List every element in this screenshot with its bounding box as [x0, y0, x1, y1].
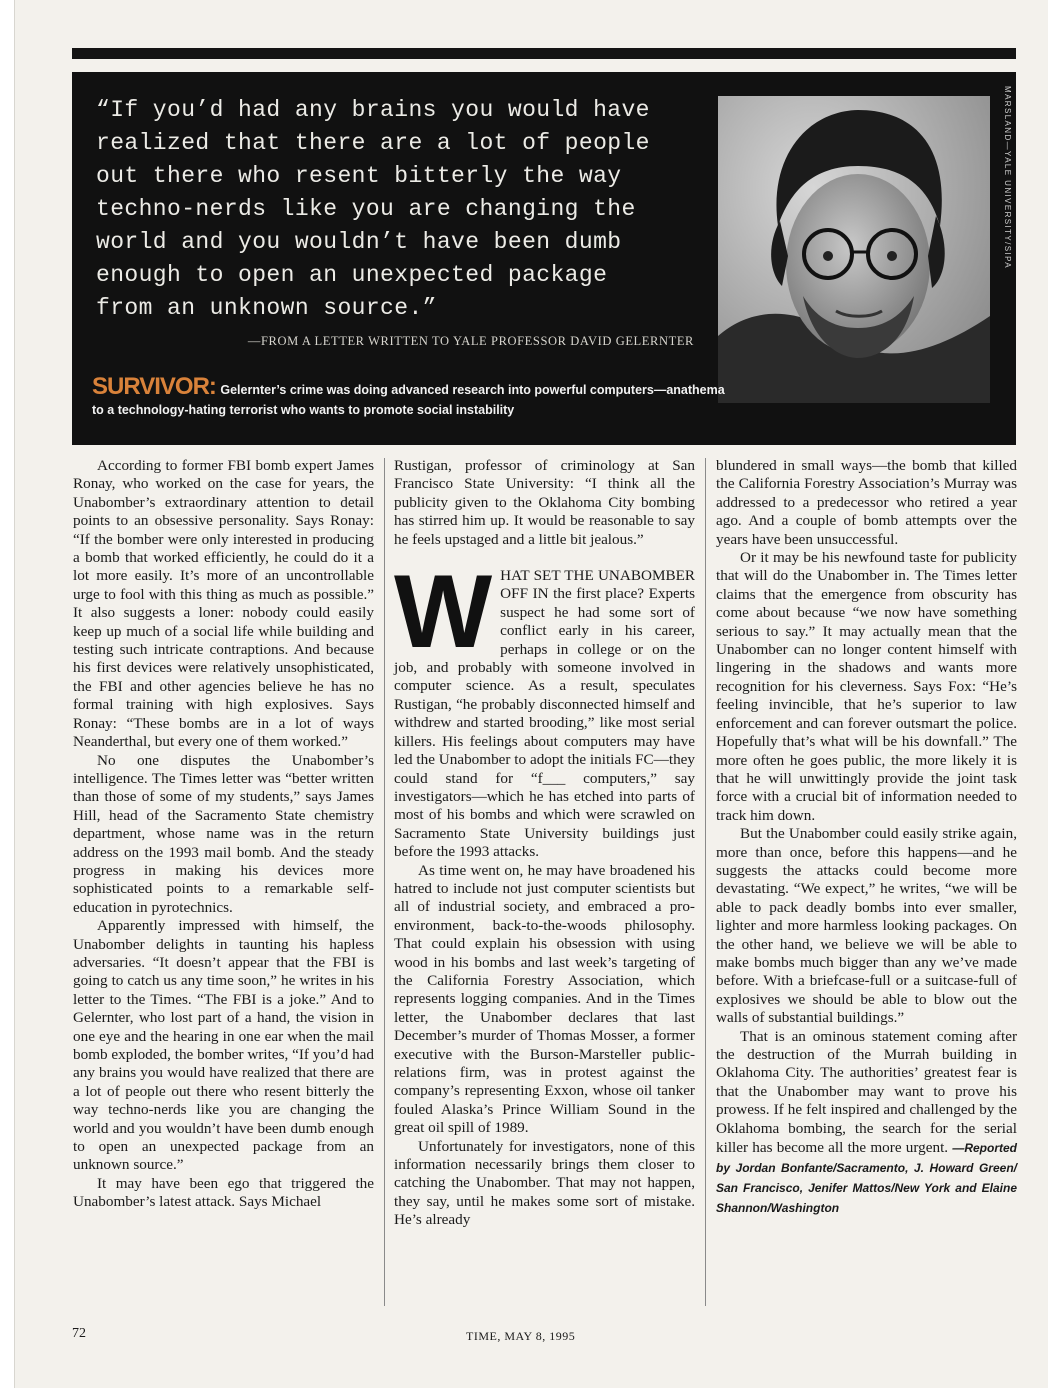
lead-in: HAT SET THE UNABOMBER OFF IN — [500, 567, 695, 603]
drop-cap: W — [394, 554, 493, 671]
paragraph: Or it may be his newfound taste for publicity that will do the Unabomber in. The Times letter claims that the emergence from obscurity has come about because “we now have something serious to say.” It may actually mean that the Unabomber can no longer content himself with lingering in the shadows and wants more recognition for his cleverness. Says Fox: “He’s feeling invincible, that he’s superior to law enforcement and can forever outsmart the police. Hopefully that’s what will be his downfall.” The more often he goes public, the more likely it is that he will unwittingly provide the joint task force with a crucial bit of information needed to track him down. — [716, 549, 1017, 824]
page-edge — [0, 0, 15, 1388]
paragraph: Rustigan, professor of criminology at San Francisco State University: “I think all the publicity given to the Oklahoma City bombing has stirred him up. It would be reasonable to say he feels upstaged and a little bit jealous.” — [394, 457, 695, 548]
page-number: 72 — [72, 1326, 86, 1341]
paragraph: According to former FBI bomb expert James Ronay, who worked on the case for years, the Unabomber’s extraordinary attention to detail points to an obsessive personality. Says Ronay: “If the bomber were only interested in producing a bomb that worked efficiently, he could do it a lot more easily. It’s more of an uncontrollable urge to fool with this thing as much as possible.” It also suggests a loner: nobody could easily keep up much of a social life while building and testing such intricate contraptions. And because his first devices were relatively unsophisticated, the FBI and other agencies believe he has no formal training with high explosives. Says Ronay: “These bombs are in a lot of ways Neanderthal, but every one of them worked.” — [73, 457, 374, 751]
pull-quote: “If you’d had any brains you would have realized that there are a lot of people out there who resent bitterly the way techno-nerds like you are changing the world and you wouldn’t have been dumb enough to open an unexpected package from an unknown source.” — [96, 97, 650, 321]
top-rule — [72, 48, 1016, 59]
column-divider — [705, 458, 706, 1306]
article-column-3 — [716, 457, 1017, 1218]
masthead-date: TIME, MAY 8, 1995 — [466, 1329, 576, 1343]
paragraph: As time went on, he may have broadened his hatred to include not just computer scientists but all of industrial society, and embraced a pro-environment, back-to-the-woods philosophy. That could explain his obsession with using wood in his bombs and last week’s targeting of the California Forestry Association, which represents logging companies. And in the Times letter, the Unabomber declares that last December’s murder of Thomas Mosser, a former executive with the Burson-Marsteller public-relations firm, was in protest against the company’s representing Exxon, whose oil tanker fouled Alaska’s Prince William Sound in the great oil spill of 1989. — [394, 861, 695, 1137]
portrait-photo — [718, 96, 990, 403]
quote-banner — [72, 72, 1016, 445]
quote-attribution: —FROM A LETTER WRITTEN TO YALE PROFESSOR DAVID GELERNTER — [247, 334, 694, 348]
caption-text: Gelernter’s crime was doing advanced research into powerful computers—anathema to a technology-hating terrorist who wants to promote social instability — [92, 383, 725, 417]
paragraph — [716, 1028, 1017, 1218]
dropcap-paragraph — [394, 554, 695, 862]
paragraph: It may have been ego that triggered the Unabomber’s latest attack. Says Michael — [73, 1174, 374, 1211]
caption-label: SURVIVOR: — [92, 373, 216, 400]
paragraph: Unfortunately for investigators, none of this information necessarily brings them closer to catching the Unabomber. That may not happen, they say, until he makes some sort of mistake. He’s already — [394, 1137, 695, 1229]
article-column-1 — [73, 457, 374, 1212]
photo-credit: MARSLAND—YALE UNIVERSITY/SIPA — [1003, 86, 1012, 270]
paragraph-body: the first place? Experts suspect he had some sort of conflict early in his career, perhaps in college or on the job, and probably with someone involved in computer science. As a result, speculates Rustigan, “he probably disconnected himself and withdrew and started brooding,” like most serial killers. His feelings about computers may have led the Unabomber to adopt the initials FC—they could stand for “f___ computers,” say investigators—which he has etched into parts of most of his bombs and which were scrawled on Sacramento State University buildings just before the 1993 attacks. — [394, 585, 695, 861]
reporting-credits: —Reported by Jordan Bonfante/Sacramento, J. Howard Green/ San Francisco, Jenifer Mattos/New York and Elaine Shannon/Washington — [716, 1141, 1017, 1216]
paragraph: blundered in small ways—the bomb that killed the California Forestry Association’s Murray was addressed to a predecessor who retired a year ago. And a couple of bomb attempts over the years have been unsuccessful. — [716, 457, 1017, 548]
paragraph: But the Unabomber could easily strike again, more than once, before this happens—and he suggests the attacks could become more devastating. “We expect,” he writes, “we will be able to pack deadly bombs into ever smaller, lighter and more harmless looking packages. On the other hand, we believe we will be able to make bombs much bigger than any we’ve made before. With a briefcase-full or a suitcase-full of explosives we should be able to blow out the walls of substantial buildings.” — [716, 825, 1017, 1027]
photo-caption — [92, 373, 732, 419]
paragraph: No one disputes the Unabomber’s intelligence. The Times letter was “better written than those of some of my students,” says James Hill, head of the Sacramento State chemistry department, whose name was in the return address on the 1993 mail bomb. And the steady progress in making his devices more sophisticated points to a remarkable self-education in pyrotechnics. — [73, 751, 374, 916]
article-column-2 — [394, 457, 695, 1230]
paragraph: Apparently impressed with himself, the Unabomber delights in taunting his hapless adversaries. “It doesn’t appear that the FBI is going to catch us any time soon,” he writes in his letter to the Times. “The FBI is a joke.” And to Gelernter, who lost part of a hand, the vision in one eye and the hearing in one ear when the mail bomb exploded, the bomber writes, “If you’d had any brains you would have realized that there are a lot of people out there who resent bitterly the way techno-nerds like you are changing the world and you wouldn’t have been dumb enough to open an unexpected package from an unknown source.” — [73, 917, 374, 1174]
column-divider — [384, 458, 385, 1306]
paragraph-body: That is an ominous statement coming after the destruction of the Murrah building in Oklahoma City. The authorities’ greatest fear is that the Unabomber may want to prove his prowess. If he felt inspired and challenged by the Oklahoma bombing, the search for the serial killer has become all the more urgent. — [716, 1027, 1017, 1157]
portrait-image — [718, 96, 990, 403]
